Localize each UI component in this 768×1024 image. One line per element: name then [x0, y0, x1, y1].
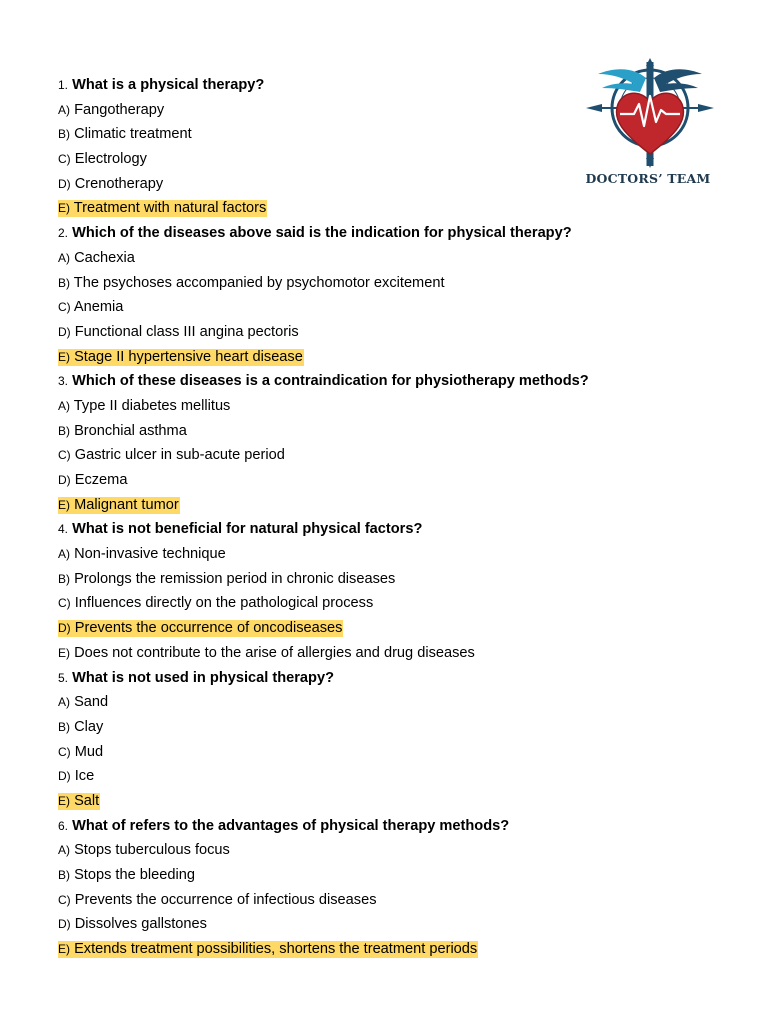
option-text: Functional class III angina pectoris: [74, 323, 299, 340]
option-text: Extends treatment possibilities, shortens the treatment periods: [74, 941, 478, 958]
option-text: Bronchial asthma: [74, 422, 187, 439]
option-letter: C): [58, 448, 71, 463]
correct-answer-option: [58, 789, 738, 814]
option-text: Eczema: [74, 472, 128, 488]
option-letter: B): [58, 571, 70, 586]
option-letter: C): [58, 596, 71, 611]
option-text: Cachexia: [74, 249, 135, 266]
question-number: 3.: [58, 374, 69, 389]
option-text: The psychoses accompanied by psychomotor excitement: [73, 274, 445, 291]
option-content: [58, 719, 103, 735]
question-5: [58, 666, 738, 691]
answer-option: [58, 468, 738, 493]
answer-option: [58, 690, 738, 715]
logo-text: DOCTORS’ TEAM: [585, 171, 711, 186]
answer-option: [58, 419, 738, 444]
option-text: Prevents the occurrence of oncodiseases: [74, 620, 343, 637]
option-letter: B): [58, 127, 70, 142]
answer-highlight: [58, 497, 180, 514]
option-text: Stops tuberculous focus: [74, 842, 230, 859]
option-letter: D): [58, 324, 71, 339]
option-letter: B): [58, 423, 70, 438]
option-letter: C): [58, 300, 71, 315]
option-letter: B): [58, 868, 70, 882]
option-letter: E): [58, 793, 70, 808]
option-letter: D): [58, 769, 71, 784]
option-content: [58, 916, 207, 932]
answer-option: [58, 394, 738, 419]
logo-heart: [616, 93, 683, 154]
answer-option: [58, 443, 738, 468]
option-content: [58, 595, 373, 611]
option-text: Climatic treatment: [74, 126, 192, 143]
option-text: Stage II hypertensive heart disease: [74, 348, 303, 365]
answer-option: [58, 863, 738, 888]
answer-option: [58, 641, 738, 666]
option-letter: A): [58, 250, 70, 265]
option-text: Non-invasive technique: [74, 546, 226, 563]
correct-answer-option: [58, 616, 738, 641]
question-text: Which of these diseases is a contraindication for physiotherapy methods?: [72, 373, 589, 390]
option-text: Fangotherapy: [74, 101, 165, 118]
answer-highlight: [58, 200, 267, 217]
question-2: [58, 221, 738, 246]
answer-option: [58, 591, 738, 616]
answer-highlight: [58, 349, 304, 366]
option-text: Stops the bleeding: [74, 867, 195, 883]
question-text: What is not beneficial for natural physical factors?: [72, 521, 423, 538]
answer-highlight: [58, 620, 343, 637]
question-number: 6.: [58, 818, 69, 833]
option-letter: E): [58, 645, 70, 660]
answer-option: [58, 764, 738, 789]
option-letter: D): [58, 917, 71, 932]
question-number: 1.: [58, 78, 69, 92]
option-text: Anemia: [73, 299, 124, 316]
question-4: [58, 517, 738, 542]
option-content: [58, 892, 377, 908]
option-letter: E): [58, 349, 70, 364]
correct-answer-option: [58, 196, 738, 221]
option-content: [58, 126, 192, 142]
option-text: Does not contribute to the arise of allergies and drug diseases: [74, 644, 475, 661]
option-text: Malignant tumor: [74, 496, 179, 513]
option-content: [58, 324, 299, 340]
option-letter: D): [58, 473, 71, 487]
option-text: Clay: [74, 718, 104, 735]
option-content: [58, 744, 103, 760]
option-content: [58, 423, 187, 439]
answer-option: [58, 542, 738, 567]
answer-option: [58, 888, 738, 913]
option-letter: A): [58, 102, 70, 117]
option-text: Ice: [74, 768, 95, 785]
quiz-list: [58, 73, 738, 962]
option-letter: E): [58, 201, 70, 216]
option-content: [58, 546, 226, 562]
answer-highlight: [58, 793, 100, 810]
option-letter: E): [58, 497, 70, 512]
option-content: [58, 472, 127, 488]
option-letter: B): [58, 719, 70, 734]
option-text: Prevents the occurrence of infectious diseases: [74, 891, 377, 908]
option-text: Electrology: [74, 151, 147, 168]
option-content: [58, 102, 164, 118]
option-text: Influences directly on the pathological process: [74, 595, 374, 612]
option-letter: B): [58, 275, 70, 290]
option-text: Type II diabetes mellitus: [73, 397, 231, 414]
answer-option: [58, 715, 738, 740]
option-text: Treatment with natural factors: [73, 200, 267, 217]
option-text: Dissolves gallstones: [74, 916, 207, 933]
question-number: 4.: [58, 522, 69, 537]
answer-option: [58, 740, 738, 765]
option-letter: A): [58, 695, 70, 710]
question-number: 5.: [58, 670, 69, 685]
option-content: [58, 694, 108, 710]
question-3: [58, 369, 738, 394]
option-text: Salt: [74, 792, 100, 809]
option-content: [58, 275, 445, 291]
option-content: [58, 299, 123, 315]
option-letter: E): [58, 942, 70, 957]
answer-option: [58, 320, 738, 345]
question-text: What is a physical therapy?: [72, 77, 265, 93]
option-letter: A): [58, 547, 70, 562]
option-letter: C): [58, 892, 71, 907]
answer-option: [58, 246, 738, 271]
option-content: [58, 398, 230, 414]
answer-highlight: [58, 941, 478, 958]
option-letter: C): [58, 152, 71, 167]
option-letter: D): [58, 621, 71, 636]
answer-option: [58, 567, 738, 592]
correct-answer-option: [58, 493, 738, 518]
answer-option: [58, 838, 738, 863]
correct-answer-option: [58, 345, 738, 370]
question-text: What of refers to the advantages of physical therapy methods?: [72, 817, 510, 834]
option-text: Mud: [74, 743, 104, 760]
option-letter: D): [58, 176, 71, 191]
option-text: Sand: [74, 694, 109, 711]
option-content: [58, 447, 285, 463]
answer-option: [58, 912, 738, 937]
option-letter: A): [58, 398, 70, 413]
answer-option: [58, 295, 738, 320]
option-text: Crenotherapy: [74, 175, 164, 192]
option-content: [58, 151, 147, 167]
option-content: [58, 645, 475, 661]
option-content: [58, 250, 135, 266]
option-content: [58, 768, 94, 784]
option-text: Prolongs the remission period in chronic diseases: [74, 570, 396, 587]
question-text: Which of the diseases above said is the indication for physical therapy?: [72, 225, 572, 242]
option-letter: A): [58, 843, 70, 858]
question-text: What is not used in physical therapy?: [72, 669, 334, 686]
option-content: [58, 867, 195, 883]
question-number: 2.: [58, 226, 69, 241]
question-6: [58, 814, 738, 839]
correct-answer-option: [58, 937, 738, 962]
option-letter: C): [58, 744, 71, 759]
option-content: [58, 176, 163, 192]
option-content: [58, 842, 230, 858]
answer-option: [58, 271, 738, 296]
option-text: Gastric ulcer in sub-acute period: [74, 447, 285, 464]
option-content: [58, 571, 395, 587]
